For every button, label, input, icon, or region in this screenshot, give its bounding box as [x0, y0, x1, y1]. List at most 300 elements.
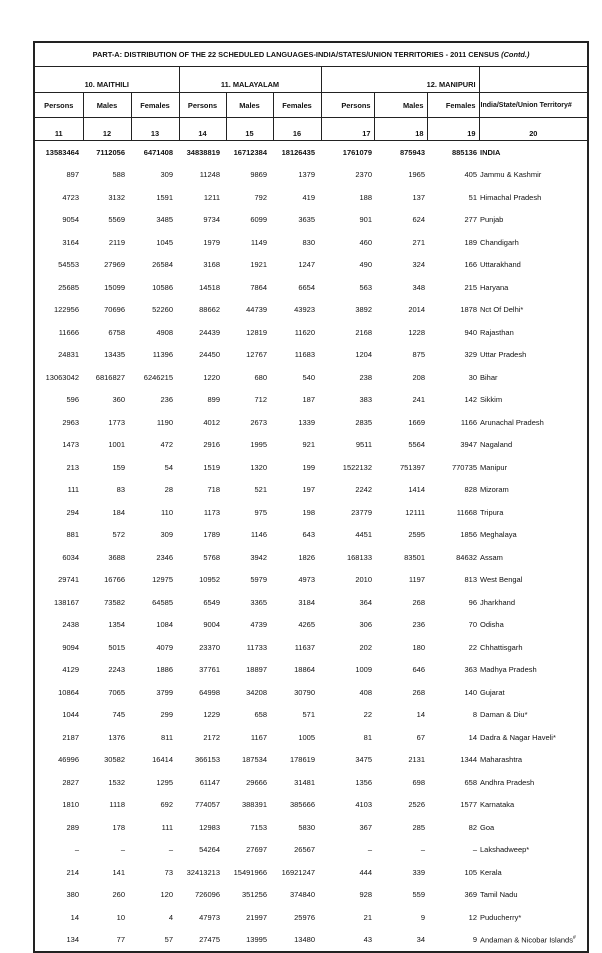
table-cell: 188 [359, 192, 372, 202]
table-cell: 369 [464, 890, 477, 900]
table-cell: 4103 [355, 800, 372, 810]
table-cell: 21 [363, 912, 372, 922]
table-cell: 44739 [246, 305, 267, 315]
table-cell: 289 [66, 822, 79, 832]
table-cell: 367 [359, 822, 372, 832]
table-cell: 1228 [408, 327, 425, 337]
table-row [35, 861, 587, 884]
table-cell: 178619 [289, 755, 315, 765]
table-cell: 198 [302, 507, 315, 517]
region-name-cell [479, 726, 587, 749]
table-cell: 26584 [152, 260, 173, 270]
region-name-cell [479, 929, 587, 952]
table-cell: 348 [412, 282, 425, 292]
table-cell: – [74, 845, 79, 855]
table-cell: 774057 [194, 800, 220, 810]
table-cell: 82 [468, 822, 477, 832]
table-cell: 57 [164, 935, 173, 945]
table-cell: 1190 [156, 417, 173, 427]
table-cell: 271 [412, 237, 425, 247]
table-cell: 15099 [104, 282, 125, 292]
table-cell: 12 [468, 912, 477, 922]
table-cell: 11683 [294, 350, 315, 360]
table-row [35, 254, 587, 277]
table-cell: 16766 [104, 575, 125, 585]
table-cell: 4079 [156, 642, 173, 652]
table-row [35, 231, 587, 254]
table-cell: 792 [254, 192, 267, 202]
table-cell: 5979 [250, 575, 267, 585]
table-cell: 1229 [203, 710, 220, 720]
region-name: Bihar [480, 372, 498, 382]
table-cell: 309 [160, 170, 173, 180]
table-cell: 1344 [460, 755, 477, 765]
table-cell: 11637 [294, 642, 315, 652]
table-cell: 460 [359, 237, 372, 247]
region-name-cell [479, 344, 587, 367]
table-cell: 940 [464, 327, 477, 337]
region-name-cell [479, 276, 587, 299]
table-cell: 3475 [355, 755, 372, 765]
region-name-cell [479, 861, 587, 884]
column-number: 13 [131, 118, 179, 141]
table-cell: 180 [412, 642, 425, 652]
table-cell: 11620 [294, 327, 315, 337]
column-number: 14 [179, 118, 226, 141]
table-cell: 197 [302, 485, 315, 495]
table-cell: 2595 [408, 530, 425, 540]
column-number: 12 [83, 118, 131, 141]
table-cell: 4973 [298, 575, 315, 585]
language-row [35, 67, 587, 93]
table-row [35, 884, 587, 907]
table-cell: 137 [412, 192, 425, 202]
language-row-blank [479, 67, 587, 93]
table-cell: 16921247 [281, 867, 315, 877]
table-cell: 34 [416, 935, 425, 945]
table-cell: 43 [363, 935, 372, 945]
table-cell: 110 [161, 507, 173, 517]
table-cell: 13480 [294, 935, 315, 945]
table-cell: 67 [416, 732, 425, 742]
table-cell: 6471408 [143, 147, 173, 157]
table-cell: 4129 [62, 665, 79, 675]
table-cell: 52260 [152, 305, 173, 315]
region-name: Jharkhand [480, 597, 516, 607]
table-cell: 6654 [298, 282, 315, 292]
column-header-row [35, 93, 587, 118]
column-number: 19 [427, 118, 479, 141]
column-header: India/State/Union Territory# [479, 93, 587, 118]
region-name: Dadra & Nagar Haveli* [480, 732, 556, 742]
table-cell: 380 [66, 890, 79, 900]
table-row [35, 299, 587, 322]
column-number-row [35, 118, 587, 141]
table-cell: 4739 [250, 620, 267, 630]
table-cell: 7112056 [96, 147, 125, 157]
table-row [35, 456, 587, 479]
table-row [35, 794, 587, 817]
table-cell: 166 [464, 260, 477, 270]
table-cell: 1379 [298, 170, 315, 180]
table-cell: 1166 [460, 417, 477, 427]
table-cell: 1878 [460, 305, 477, 315]
table-cell: 1005 [298, 732, 315, 742]
language-manipuri: 12. MANIPURI [321, 67, 479, 93]
table-row [35, 659, 587, 682]
table-cell: 189 [464, 237, 477, 247]
table-cell: 1009 [355, 665, 372, 675]
table-cell: 1320 [250, 462, 267, 472]
table-cell: 1995 [250, 440, 267, 450]
table-cell: 187534 [241, 755, 267, 765]
table-cell: 73582 [104, 597, 125, 607]
column-number: 15 [226, 118, 273, 141]
table-cell: 3365 [250, 597, 267, 607]
table-cell: 588 [112, 170, 125, 180]
table-cell: 828 [464, 485, 477, 495]
table-cell: 51 [468, 192, 477, 202]
table-cell: 2526 [408, 800, 425, 810]
table-cell: 3799 [156, 687, 173, 697]
table-cell: 4 [168, 912, 173, 922]
table-cell: 7153 [250, 822, 267, 832]
table-cell: 236 [160, 395, 173, 405]
table-cell: 383 [359, 395, 372, 405]
table-cell: 3947 [460, 440, 477, 450]
table-cell: 1146 [250, 530, 267, 540]
table-cell: 88662 [199, 305, 220, 315]
table-cell: 120 [160, 890, 173, 900]
table-row [35, 704, 587, 727]
table-cell: 27697 [246, 845, 267, 855]
region-name: Puducherry* [480, 912, 522, 922]
table-cell: 24831 [58, 350, 79, 360]
table-cell: 1856 [460, 530, 477, 540]
table-row [35, 389, 587, 412]
region-name: Nct Of Delhi* [480, 305, 524, 315]
table-cell: 559 [412, 890, 425, 900]
table-cell: 140 [464, 687, 477, 697]
table-cell: 18126435 [281, 147, 315, 157]
table-cell: 1167 [250, 732, 267, 742]
table-cell: 29741 [58, 575, 79, 585]
table-cell: 294 [66, 507, 79, 517]
region-name: Chhattisgarh [480, 642, 523, 652]
table-cell: 178 [112, 822, 125, 832]
region-name: Karnataka [480, 800, 515, 810]
table-cell: 658 [464, 777, 477, 787]
table-cell: 6246215 [143, 372, 173, 382]
table-cell: 77 [116, 935, 125, 945]
table-cell: 16712384 [233, 147, 267, 157]
census-table [35, 43, 587, 951]
table-cell: 25685 [58, 282, 79, 292]
region-name: Haryana [480, 282, 509, 292]
table-row [35, 839, 587, 862]
region-name: Gujarat [480, 687, 505, 697]
table-cell: 111 [161, 822, 173, 832]
table-cell: 23370 [199, 642, 220, 652]
column-number: 20 [479, 118, 587, 141]
region-name: Punjab [480, 215, 504, 225]
table-cell: 10 [116, 912, 125, 922]
region-name: Meghalaya [480, 530, 517, 540]
region-name: Andaman & Nicobar Islands [480, 935, 573, 945]
table-cell: 1356 [355, 777, 372, 787]
table-row [35, 614, 587, 637]
table-cell: 2346 [156, 552, 173, 562]
table-cell: 1197 [408, 575, 425, 585]
region-name: Andhra Pradesh [480, 777, 535, 787]
table-cell: – [472, 845, 477, 855]
table-row [35, 636, 587, 659]
table-cell: 1519 [203, 462, 220, 472]
table-cell: 142 [464, 395, 477, 405]
table-row [35, 569, 587, 592]
table-cell: 9094 [62, 642, 79, 652]
table-cell: 241 [412, 395, 425, 405]
table-cell: 1810 [62, 800, 79, 810]
table-cell: 360 [112, 395, 125, 405]
table-cell: 21997 [246, 912, 267, 922]
table-cell: 388391 [241, 800, 267, 810]
table-cell: 122956 [53, 305, 79, 315]
column-header: Males [83, 93, 131, 118]
region-name-cell [479, 186, 587, 209]
table-cell: 3688 [108, 552, 125, 562]
table-cell: 366153 [194, 755, 220, 765]
table-cell: 885136 [451, 147, 477, 157]
table-cell: 2010 [355, 575, 372, 585]
table-cell: 14 [416, 710, 425, 720]
region-name-cell [479, 906, 587, 929]
region-name-cell [479, 546, 587, 569]
table-cell: 3164 [62, 237, 79, 247]
table-cell: 540 [302, 372, 315, 382]
region-name: Assam [480, 552, 503, 562]
table-cell: 2187 [62, 732, 79, 742]
region-name: Madhya Pradesh [480, 665, 537, 675]
table-cell: 875943 [399, 147, 425, 157]
table-cell: 646 [412, 665, 425, 675]
region-name: West Bengal [480, 575, 523, 585]
table-row [35, 344, 587, 367]
table-cell: 13995 [246, 935, 267, 945]
table-cell: 1149 [250, 237, 267, 247]
table-cell: 2438 [62, 620, 79, 630]
table-cell: 975 [254, 507, 267, 517]
table-cell: 138167 [53, 597, 79, 607]
table-cell: 202 [359, 642, 372, 652]
table-cell: 11248 [199, 170, 220, 180]
table-cell: 1921 [250, 260, 267, 270]
region-name-cell [479, 591, 587, 614]
region-name: INDIA [480, 147, 501, 157]
table-cell: 698 [412, 777, 425, 787]
region-name: Sikkim [480, 395, 503, 405]
table-cell: 299 [160, 710, 173, 720]
table-row [35, 164, 587, 187]
table-row [35, 141, 587, 164]
region-name-cell [479, 411, 587, 434]
table-cell: 3485 [156, 215, 173, 225]
column-header: Females [131, 93, 179, 118]
table-cell: 7864 [250, 282, 267, 292]
table-cell: 2014 [408, 305, 425, 315]
table-cell: 2370 [355, 170, 372, 180]
table-cell: 14 [468, 732, 477, 742]
table-cell: 4265 [298, 620, 315, 630]
region-name: Jammu & Kashmir [480, 170, 542, 180]
table-cell: 1211 [203, 192, 220, 202]
table-cell: 26567 [294, 845, 315, 855]
table-cell: 30790 [294, 687, 315, 697]
table-cell: – [168, 845, 173, 855]
table-cell: 73 [164, 867, 173, 877]
table-cell: 1204 [355, 350, 372, 360]
table-cell: 16414 [152, 755, 173, 765]
table-cell: 23779 [351, 507, 372, 517]
table-cell: 34208 [246, 687, 267, 697]
table-cell: 899 [207, 395, 220, 405]
region-name-cell [479, 254, 587, 277]
table-cell: 83501 [404, 552, 425, 562]
region-name-cell [479, 231, 587, 254]
region-name-cell [479, 479, 587, 502]
table-cell: 6099 [250, 215, 267, 225]
table-cell: 12983 [199, 822, 220, 832]
region-name-cell [479, 209, 587, 232]
column-header: Males [374, 93, 427, 118]
table-cell: 2131 [408, 755, 425, 765]
region-name-cell [479, 524, 587, 547]
table-cell: 1084 [156, 620, 173, 630]
region-name-cell [479, 434, 587, 457]
table-cell: 11666 [58, 327, 79, 337]
table-cell: 3168 [203, 260, 220, 270]
table-cell: 47973 [199, 912, 220, 922]
table-cell: 277 [464, 215, 477, 225]
table-cell: 1247 [298, 260, 315, 270]
region-name-cell [479, 321, 587, 344]
table-cell: 13435 [104, 350, 125, 360]
table-cell: 70 [468, 620, 477, 630]
region-name-cell [479, 501, 587, 524]
region-name-cell [479, 636, 587, 659]
table-cell: 1965 [408, 170, 425, 180]
table-cell: 3892 [355, 305, 372, 315]
table-cell: 1522132 [342, 462, 372, 472]
table-cell: 30582 [104, 755, 125, 765]
table-cell: 881 [66, 530, 79, 540]
table-cell: 10864 [58, 687, 79, 697]
table-row [35, 276, 587, 299]
table-cell: 5015 [108, 642, 125, 652]
region-name-cell [479, 749, 587, 772]
region-name-cell [479, 141, 587, 164]
table-row [35, 366, 587, 389]
table-cell: 364 [359, 597, 372, 607]
table-row [35, 411, 587, 434]
table-cell: 596 [66, 395, 79, 405]
column-header: Persons [321, 93, 374, 118]
table-cell: 2119 [108, 237, 125, 247]
table-cell: 9 [472, 935, 477, 945]
table-row [35, 479, 587, 502]
table-cell: 27475 [199, 935, 220, 945]
table-cell: 64998 [199, 687, 220, 697]
table-cell: 24450 [199, 350, 220, 360]
table-cell: 1414 [408, 485, 425, 495]
table-cell: 7065 [108, 687, 125, 697]
table-cell: 897 [66, 170, 79, 180]
region-name: Nagaland [480, 440, 513, 450]
table-cell: 28 [164, 485, 173, 495]
table-cell: 260 [112, 890, 125, 900]
region-name: Kerala [480, 867, 502, 877]
table-cell: 32413213 [186, 867, 220, 877]
table-cell: 745 [112, 710, 125, 720]
table-cell: 6549 [203, 597, 220, 607]
table-row [35, 929, 587, 952]
region-name-cell [479, 456, 587, 479]
table-cell: 324 [412, 260, 425, 270]
table-cell: 29666 [246, 777, 267, 787]
table-cell: 9004 [203, 620, 220, 630]
table-cell: 25976 [294, 912, 315, 922]
table-cell: 1220 [203, 372, 220, 382]
region-name: Rajasthan [480, 327, 514, 337]
table-row [35, 524, 587, 547]
table-cell: 30 [468, 372, 477, 382]
table-cell: 643 [302, 530, 315, 540]
table-cell: 214 [66, 867, 79, 877]
table-cell: 10586 [152, 282, 173, 292]
title-row [35, 43, 587, 67]
table-cell: 1001 [108, 440, 125, 450]
table-cell: 363 [464, 665, 477, 675]
table-cell: 351256 [241, 890, 267, 900]
table-cell: 208 [412, 372, 425, 382]
table-row [35, 591, 587, 614]
table-cell: 37761 [199, 665, 220, 675]
table-cell: 813 [464, 575, 477, 585]
table-cell: 83 [116, 485, 125, 495]
table-row [35, 546, 587, 569]
region-name: Tamil Nadu [480, 890, 518, 900]
region-name-cell [479, 614, 587, 637]
table-cell: 472 [160, 440, 173, 450]
table-cell: 1044 [62, 710, 79, 720]
table-cell: 12767 [246, 350, 267, 360]
table-cell: 680 [254, 372, 267, 382]
table-cell: 215 [464, 282, 477, 292]
region-name-cell [479, 389, 587, 412]
table-cell: 572 [112, 530, 125, 540]
region-name: Maharashtra [480, 755, 523, 765]
table-cell: 1118 [109, 800, 125, 810]
column-header: Females [427, 93, 479, 118]
table-cell: 34838819 [186, 147, 220, 157]
table-row [35, 681, 587, 704]
table-cell: 374840 [289, 890, 315, 900]
table-cell: 5768 [203, 552, 220, 562]
table-cell: 1354 [108, 620, 125, 630]
table-cell: 444 [359, 867, 372, 877]
table-cell: 751397 [399, 462, 425, 472]
region-name-cell [479, 569, 587, 592]
